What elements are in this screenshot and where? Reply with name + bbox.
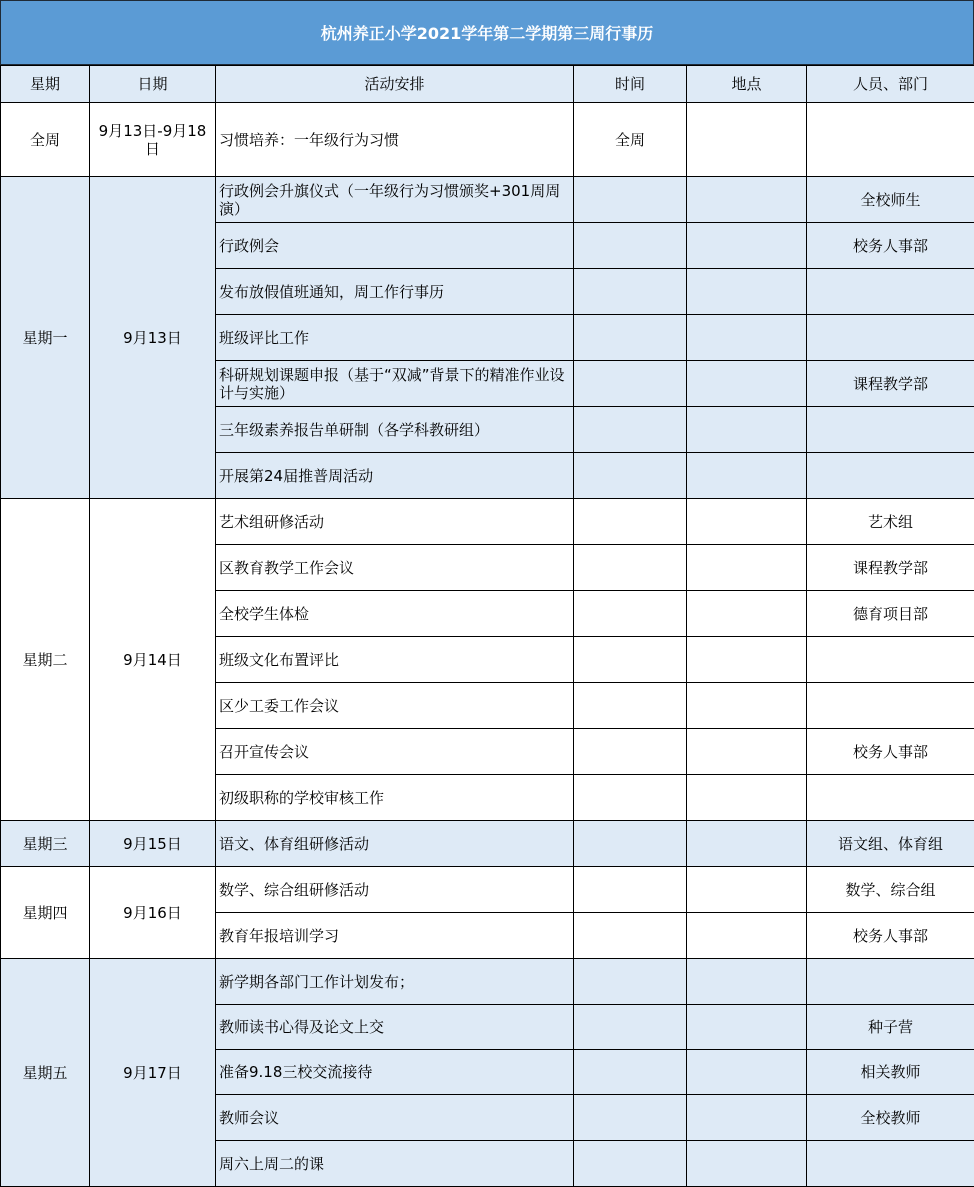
- date-cell: 9月16日: [90, 867, 216, 959]
- time-cell: [574, 315, 687, 361]
- header-activity: 活动安排: [216, 66, 574, 103]
- place-cell: [687, 315, 807, 361]
- weekday-cell: 星期五: [1, 959, 90, 1187]
- place-cell: [687, 1095, 807, 1141]
- time-cell: [574, 729, 687, 775]
- activity-cell: 数学、综合组研修活动: [216, 867, 574, 913]
- people-cell: [807, 637, 974, 683]
- place-cell: [687, 959, 807, 1005]
- header-place: 地点: [687, 66, 807, 103]
- activity-cell: 召开宣传会议: [216, 729, 574, 775]
- time-cell: [574, 407, 687, 453]
- people-cell: [807, 407, 974, 453]
- place-cell: [687, 1141, 807, 1187]
- people-cell: [807, 453, 974, 499]
- people-cell: 校务人事部: [807, 729, 974, 775]
- weekday-cell: 全周: [1, 103, 90, 177]
- time-cell: [574, 545, 687, 591]
- activity-cell: 区少工委工作会议: [216, 683, 574, 729]
- place-cell: [687, 821, 807, 867]
- people-cell: [807, 103, 974, 177]
- place-cell: [687, 591, 807, 637]
- header-row: [1, 66, 974, 103]
- people-cell: [807, 775, 974, 821]
- people-cell: 数学、综合组: [807, 867, 974, 913]
- people-cell: 德育项目部: [807, 591, 974, 637]
- place-cell: [687, 103, 807, 177]
- place-cell: [687, 223, 807, 269]
- time-cell: [574, 499, 687, 545]
- time-cell: 全周: [574, 103, 687, 177]
- people-cell: 相关教师: [807, 1050, 974, 1095]
- header-time: 时间: [574, 66, 687, 103]
- place-cell: [687, 361, 807, 407]
- people-cell: 全校师生: [807, 177, 974, 223]
- place-cell: [687, 453, 807, 499]
- place-cell: [687, 637, 807, 683]
- place-cell: [687, 545, 807, 591]
- time-cell: [574, 913, 687, 959]
- people-cell: [807, 1141, 974, 1187]
- people-cell: [807, 959, 974, 1005]
- time-cell: [574, 591, 687, 637]
- time-cell: [574, 361, 687, 407]
- activity-cell: 准备9.18三校交流接待: [216, 1050, 574, 1095]
- activity-cell: 周六上周二的课: [216, 1141, 574, 1187]
- date-cell: 9月17日: [90, 959, 216, 1187]
- activity-cell: 初级职称的学校审核工作: [216, 775, 574, 821]
- place-cell: [687, 775, 807, 821]
- time-cell: [574, 177, 687, 223]
- activity-cell: 习惯培养：一年级行为习惯: [216, 103, 574, 177]
- people-cell: [807, 269, 974, 315]
- date-cell: 9月14日: [90, 499, 216, 821]
- time-cell: [574, 637, 687, 683]
- table-row: [1, 103, 974, 177]
- table-row: [1, 867, 974, 913]
- date-cell: 9月15日: [90, 821, 216, 867]
- place-cell: [687, 499, 807, 545]
- people-cell: 全校教师: [807, 1095, 974, 1141]
- activity-cell: 班级文化布置评比: [216, 637, 574, 683]
- time-cell: [574, 867, 687, 913]
- activity-cell: 教育年报培训学习: [216, 913, 574, 959]
- date-cell: 9月13日-9月18日: [90, 103, 216, 177]
- activity-cell: 发布放假值班通知，周工作行事历: [216, 269, 574, 315]
- time-cell: [574, 223, 687, 269]
- time-cell: [574, 683, 687, 729]
- place-cell: [687, 913, 807, 959]
- time-cell: [574, 775, 687, 821]
- activity-cell: 艺术组研修活动: [216, 499, 574, 545]
- activity-cell: 教师会议: [216, 1095, 574, 1141]
- time-cell: [574, 1095, 687, 1141]
- date-cell: 9月13日: [90, 177, 216, 499]
- place-cell: [687, 1005, 807, 1050]
- sheet-title: 杭州养正小学2021学年第二学期第三周行事历: [0, 0, 974, 65]
- place-cell: [687, 407, 807, 453]
- people-cell: 课程教学部: [807, 361, 974, 407]
- header-date: 日期: [90, 66, 216, 103]
- weekday-cell: 星期二: [1, 499, 90, 821]
- people-cell: 校务人事部: [807, 913, 974, 959]
- activity-cell: 三年级素养报告单研制（各学科教研组）: [216, 407, 574, 453]
- people-cell: 艺术组: [807, 499, 974, 545]
- people-cell: [807, 683, 974, 729]
- place-cell: [687, 1050, 807, 1095]
- weekday-cell: 星期三: [1, 821, 90, 867]
- time-cell: [574, 1005, 687, 1050]
- header-weekday: 星期: [1, 66, 90, 103]
- activity-cell: 区教育教学工作会议: [216, 545, 574, 591]
- time-cell: [574, 1141, 687, 1187]
- time-cell: [574, 269, 687, 315]
- activity-cell: 科研规划课题申报（基于“双减”背景下的精准作业设计与实施）: [216, 361, 574, 407]
- people-cell: 种子营: [807, 1005, 974, 1050]
- activity-cell: 班级评比工作: [216, 315, 574, 361]
- activity-cell: 教师读书心得及论文上交: [216, 1005, 574, 1050]
- activity-cell: 全校学生体检: [216, 591, 574, 637]
- activity-cell: 开展第24届推普周活动: [216, 453, 574, 499]
- table-row: [1, 959, 974, 1005]
- table-row: [1, 821, 974, 867]
- place-cell: [687, 729, 807, 775]
- time-cell: [574, 821, 687, 867]
- activity-cell: 语文、体育组研修活动: [216, 821, 574, 867]
- people-cell: 语文组、体育组: [807, 821, 974, 867]
- place-cell: [687, 683, 807, 729]
- time-cell: [574, 453, 687, 499]
- time-cell: [574, 959, 687, 1005]
- weekday-cell: 星期一: [1, 177, 90, 499]
- people-cell: [807, 315, 974, 361]
- place-cell: [687, 867, 807, 913]
- weekday-cell: 星期四: [1, 867, 90, 959]
- header-people: 人员、部门: [807, 66, 974, 103]
- table-row: [1, 499, 974, 545]
- schedule-table: [0, 65, 974, 1187]
- people-cell: 课程教学部: [807, 545, 974, 591]
- activity-cell: 行政例会升旗仪式（一年级行为习惯颁奖+301周周演）: [216, 177, 574, 223]
- activity-cell: 行政例会: [216, 223, 574, 269]
- place-cell: [687, 177, 807, 223]
- activity-cell: 新学期各部门工作计划发布；: [216, 959, 574, 1005]
- people-cell: 校务人事部: [807, 223, 974, 269]
- time-cell: [574, 1050, 687, 1095]
- table-row: [1, 177, 974, 223]
- place-cell: [687, 269, 807, 315]
